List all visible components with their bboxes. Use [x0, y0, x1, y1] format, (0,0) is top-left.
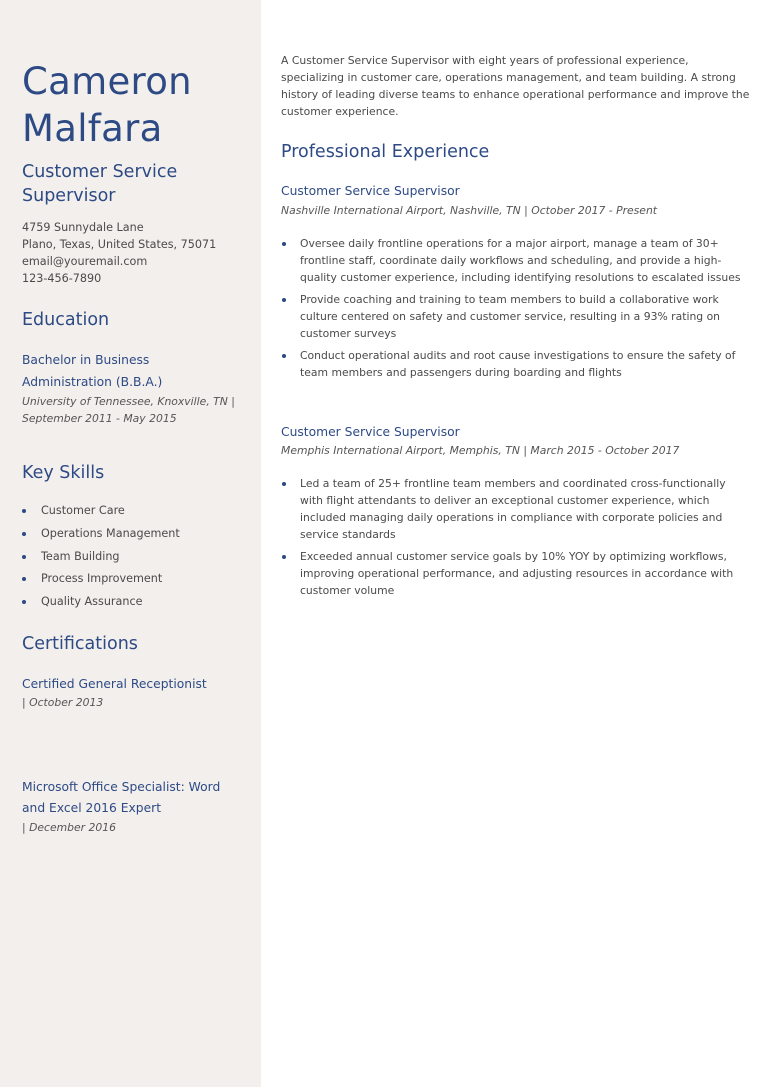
- list-item: Operations Management: [22, 523, 180, 546]
- job-meta: Memphis International Airport, Memphis, TN | March 2015 - October 2017: [281, 444, 680, 457]
- job-bullets: [281, 475, 746, 604]
- first-name: Cameron: [22, 60, 192, 103]
- list-item: Team Building: [22, 546, 180, 569]
- city: Plano, Texas, United States, 75071: [22, 238, 217, 251]
- education-school-dates: University of Tennessee, Knoxville, TN | September 2011 - May 2015: [22, 395, 235, 425]
- list-item: Quality Assurance: [22, 591, 180, 614]
- job-meta: Nashville International Airport, Nashville, TN | October 2017 - Present: [281, 204, 658, 217]
- education-heading: Education: [22, 310, 110, 330]
- list-item: Process Improvement: [22, 568, 180, 591]
- last-name: Malfara: [22, 107, 163, 150]
- certifications-heading: Certifications: [22, 634, 138, 654]
- certification-date: | October 2013: [22, 696, 104, 709]
- education-degree: Bachelor in Business Administration (B.B.A.): [22, 353, 163, 389]
- job-bullets: [281, 235, 746, 386]
- job-title-headline: Customer Service Supervisor: [22, 162, 178, 206]
- certification-name: Certified General Receptionist: [22, 677, 207, 691]
- list-item: Exceeded annual customer service goals by 10% YOY by optimizing workflows, improving operational performance, and adjusting resources in accordance with customer volume: [281, 548, 746, 599]
- skills-list: [22, 500, 180, 614]
- list-item: Conduct operational audits and root cause investigations to ensure the safety of team members and passengers during boarding and flights: [281, 347, 746, 381]
- candidate-name: [22, 58, 192, 152]
- certification-name: Microsoft Office Specialist: Word and Excel 2016 Expert: [22, 780, 221, 815]
- summary: A Customer Service Supervisor with eight years of professional experience, specializing in customer care, operations management, and team building. A strong history of leading diverse teams to enhance operational performance and improve the customer experience.: [281, 54, 750, 118]
- list-item: Provide coaching and training to team members to build a collaborative work culture centered on safety and customer service, resulting in a 93% rating on customer surveys: [281, 291, 746, 342]
- job-title: Customer Service Supervisor: [281, 184, 460, 198]
- list-item: Led a team of 25+ frontline team members and coordinated cross-functionally with flight attendants to deliver an exceptional customer experience, which included managing daily operations in compliance with corporate policies and service standards: [281, 475, 746, 543]
- skills-heading: Key Skills: [22, 463, 105, 483]
- experience-heading: Professional Experience: [281, 142, 490, 162]
- list-item: Customer Care: [22, 500, 180, 523]
- address: 4759 Sunnydale Lane: [22, 221, 144, 234]
- certification-date: | December 2016: [22, 821, 116, 834]
- email[interactable]: email@youremail.com: [22, 255, 148, 268]
- contact-info: [22, 219, 216, 287]
- job-title: Customer Service Supervisor: [281, 425, 460, 439]
- phone: 123-456-7890: [22, 272, 102, 285]
- list-item: Oversee daily frontline operations for a major airport, manage a team of 30+ frontline staff, coordinate daily workflows and scheduling, and provide a high-quality customer experience, including identifying resolutions to escalated issues: [281, 235, 746, 286]
